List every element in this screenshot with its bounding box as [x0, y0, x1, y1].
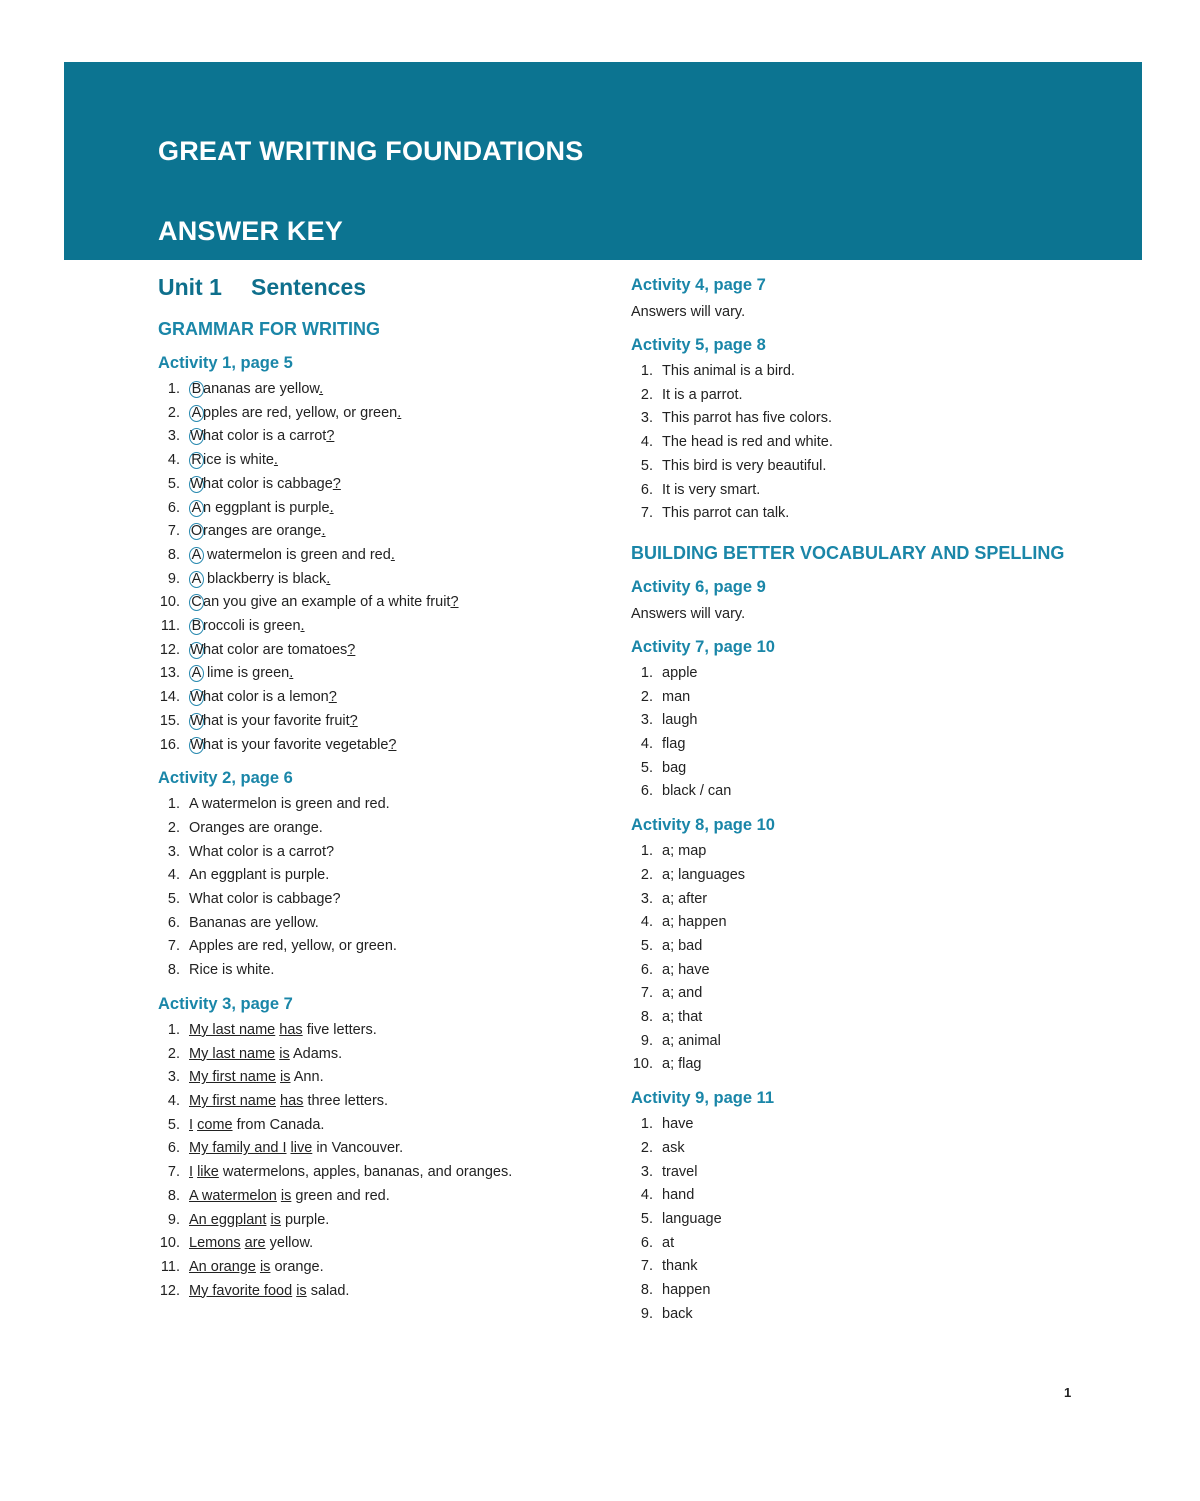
item-text: a; after: [662, 890, 708, 907]
item-text: a; languages: [662, 866, 746, 883]
item-text: roccoli is green: [203, 618, 301, 635]
list-item: [158, 473, 588, 497]
right-column: [631, 272, 1091, 1335]
item-text: a; flag: [662, 1056, 702, 1073]
underlined-punctuation: .: [326, 570, 331, 587]
item-number: 10.: [159, 594, 180, 611]
list-item: [158, 1137, 588, 1161]
underlined-punctuation: .: [289, 665, 294, 682]
list-item: [631, 1053, 1091, 1077]
item-text: a; have: [662, 961, 710, 978]
item-number: 2.: [167, 404, 180, 421]
item-text: salad.: [310, 1282, 350, 1299]
item-number: 7.: [640, 1258, 653, 1275]
list-item: [631, 1279, 1091, 1303]
item-text: hat is your favorite fruit: [203, 712, 350, 729]
circled-capital: W: [190, 641, 204, 658]
activity-8-list: [631, 840, 1091, 1077]
item-number: 3.: [640, 712, 653, 729]
list-item: [158, 544, 588, 568]
item-text: green and red.: [295, 1187, 390, 1204]
item-text: three letters.: [307, 1092, 389, 1109]
item-number: 5.: [640, 1210, 653, 1227]
underlined-punctuation: ?: [332, 475, 341, 492]
item-text: bag: [662, 759, 687, 776]
item-number: 10.: [159, 1235, 180, 1252]
item-number: 7.: [167, 523, 180, 540]
subject-underlined: My first name: [189, 1092, 277, 1109]
item-text: hat color are tomatoes: [203, 641, 348, 658]
item-number: 2.: [167, 819, 180, 836]
item-number: 3.: [167, 1069, 180, 1086]
activity-5-heading: Activity 5, page 8: [631, 336, 766, 354]
item-number: 1.: [640, 843, 653, 860]
item-text: travel: [662, 1163, 698, 1180]
underlined-punctuation: .: [329, 499, 334, 516]
underlined-punctuation: .: [321, 523, 326, 540]
item-number: 5.: [167, 475, 180, 492]
item-text: ranges are orange: [203, 523, 322, 540]
item-text: pples are red, yellow, or green: [203, 404, 398, 421]
item-number: 2.: [640, 866, 653, 883]
underlined-punctuation: .: [300, 618, 305, 635]
item-number: 8.: [167, 546, 180, 563]
activity-1-heading: Activity 1, page 5: [158, 354, 293, 372]
item-text: This parrot has five colors.: [662, 410, 833, 427]
list-item: [158, 912, 588, 936]
item-text: a; animal: [662, 1032, 721, 1049]
activity-3-heading: Activity 3, page 7: [158, 994, 293, 1013]
verb-underlined: like: [197, 1164, 219, 1181]
list-item: [631, 935, 1091, 959]
subject-underlined: My first name: [189, 1069, 277, 1086]
list-item: [158, 497, 588, 521]
list-item: [631, 733, 1091, 757]
list-item: [158, 888, 588, 912]
item-text: hand: [662, 1187, 695, 1204]
underlined-punctuation: ?: [388, 736, 397, 753]
item-text: five letters.: [306, 1021, 377, 1038]
verb-underlined: live: [290, 1140, 313, 1157]
list-item: [158, 1043, 588, 1067]
item-number: 5.: [640, 937, 653, 954]
list-item: [158, 959, 588, 983]
item-text: laugh: [662, 712, 698, 729]
list-item: [631, 502, 1091, 526]
item-number: 4.: [167, 867, 180, 884]
item-number: 15.: [159, 712, 180, 729]
list-item: [631, 1137, 1091, 1161]
item-text: It is a parrot.: [662, 386, 743, 403]
underlined-punctuation: .: [273, 452, 278, 469]
verb-underlined: is: [280, 1069, 291, 1086]
list-item: [631, 1006, 1091, 1030]
page-number: 1: [1064, 1385, 1072, 1400]
item-number: 1.: [640, 363, 653, 379]
circled-capital: A: [189, 571, 204, 588]
item-number: 4.: [167, 1092, 180, 1109]
item-text: a; that: [662, 1009, 703, 1026]
item-number: 6.: [167, 914, 180, 931]
activity-8-heading: Activity 8, page 10: [631, 816, 775, 835]
item-number: 6.: [640, 783, 653, 800]
item-text: orange.: [274, 1258, 324, 1275]
list-item: [631, 1184, 1091, 1208]
item-text: hat is your favorite vegetable: [203, 736, 389, 753]
list-item: [631, 864, 1091, 888]
item-number: 3.: [640, 410, 653, 427]
list-item: [158, 1114, 588, 1138]
list-item: [631, 384, 1091, 408]
item-text: language: [662, 1210, 722, 1227]
item-text: in Vancouver.: [316, 1140, 404, 1157]
document-subtitle: ANSWER KEY: [158, 216, 344, 246]
activity-4-heading: Activity 4, page 7: [631, 276, 766, 294]
subject-underlined: A watermelon: [189, 1187, 277, 1204]
item-number: 7.: [640, 985, 653, 1002]
item-text: What color is a carrot?: [189, 843, 335, 860]
list-item: [631, 1208, 1091, 1232]
item-text: Adams.: [292, 1045, 343, 1062]
item-text: This animal is a bird.: [662, 363, 795, 379]
subject-underlined: An orange: [189, 1258, 256, 1275]
subject-underlined: My last name: [189, 1021, 276, 1038]
list-item: [158, 1280, 588, 1304]
underlined-punctuation: ?: [349, 712, 358, 729]
verb-underlined: is: [279, 1045, 290, 1062]
item-number: 8.: [167, 962, 180, 979]
item-number: 3.: [167, 843, 180, 860]
subject-underlined: My favorite food: [189, 1282, 293, 1299]
list-item: [158, 591, 588, 615]
unit-heading: [158, 270, 588, 316]
circled-capital: A: [189, 405, 204, 422]
verb-underlined: has: [279, 1021, 303, 1038]
item-text: flag: [662, 736, 686, 753]
circled-capital: W: [190, 712, 204, 729]
section-heading-grammar: GRAMMAR FOR WRITING: [158, 319, 380, 339]
item-number: 4.: [640, 914, 653, 931]
verb-underlined: has: [280, 1092, 304, 1109]
verb-underlined: is: [259, 1258, 271, 1275]
item-number: 3.: [640, 890, 653, 907]
left-column: [158, 270, 588, 1311]
subject-underlined: I: [189, 1116, 194, 1133]
item-text: thank: [662, 1258, 698, 1275]
item-number: 4.: [640, 434, 653, 451]
list-item: [158, 1161, 588, 1185]
underlined-punctuation: ?: [326, 428, 335, 445]
item-number: 1.: [640, 1116, 653, 1133]
item-number: 13.: [159, 665, 180, 682]
circled-capital: B: [189, 618, 204, 635]
item-number: 1.: [167, 796, 180, 813]
item-number: 2.: [640, 386, 653, 403]
activity-6-note: Answers will vary.: [631, 605, 746, 622]
list-item: [631, 1303, 1091, 1327]
circled-capital: W: [190, 475, 204, 492]
item-text: A watermelon is green and red.: [189, 796, 390, 813]
item-text: Apples are red, yellow, or green.: [189, 938, 397, 955]
list-item: [631, 360, 1091, 384]
item-number: 9.: [167, 570, 180, 587]
list-item: [631, 1161, 1091, 1185]
item-text: This parrot can talk.: [662, 505, 790, 522]
circled-capital: C: [189, 594, 204, 611]
list-item: [158, 520, 588, 544]
circled-capital: W: [190, 689, 204, 706]
item-number: 6.: [640, 1234, 653, 1251]
activity-1-list: [158, 378, 588, 757]
item-text: watermelon is green and red: [203, 546, 391, 563]
underlined-punctuation: .: [390, 546, 395, 563]
item-number: 4.: [640, 736, 653, 753]
activity-2-heading: Activity 2, page 6: [158, 769, 293, 788]
list-item: [158, 864, 588, 888]
section-heading-vocab: BUILDING BETTER VOCABULARY AND SPELLING: [631, 542, 1065, 563]
item-number: 7.: [167, 1164, 180, 1181]
item-number: 4.: [640, 1187, 653, 1204]
activity-7-list: [631, 662, 1091, 804]
list-item: [631, 840, 1091, 864]
list-item: [158, 1090, 588, 1114]
item-text: Ann.: [293, 1069, 324, 1086]
list-item: [631, 407, 1091, 431]
item-number: 12.: [159, 641, 180, 658]
list-item: [631, 1255, 1091, 1279]
item-number: 3.: [167, 428, 180, 445]
list-item: [158, 568, 588, 592]
item-text: an you give an example of a white fruit: [203, 594, 451, 611]
list-item: [158, 1232, 588, 1256]
list-item: [158, 402, 588, 426]
item-text: hat color is a lemon: [203, 689, 329, 706]
item-number: 2.: [640, 1139, 653, 1156]
list-item: [631, 686, 1091, 710]
item-text: happen: [662, 1282, 711, 1299]
item-number: 2.: [167, 1045, 180, 1062]
item-text: a; map: [662, 843, 707, 860]
subject-underlined: Lemons: [189, 1235, 241, 1252]
circled-capital: A: [189, 665, 204, 682]
item-number: 9.: [640, 1305, 653, 1322]
list-item: [158, 449, 588, 473]
item-number: 5.: [167, 1116, 180, 1133]
item-text: Bananas are yellow.: [189, 914, 319, 931]
unit-number: Unit 1: [158, 274, 222, 300]
item-text: yellow.: [269, 1235, 314, 1252]
list-item: [631, 709, 1091, 733]
activity-7-heading: Activity 7, page 10: [631, 637, 775, 656]
item-number: 9.: [640, 1032, 653, 1049]
activity-6-heading: Activity 6, page 9: [631, 577, 766, 596]
underlined-punctuation: .: [319, 381, 324, 397]
list-item: [158, 1209, 588, 1233]
list-item: [158, 1019, 588, 1043]
item-text: black / can: [662, 783, 732, 800]
item-text: n eggplant is purple: [203, 499, 330, 516]
activity-3-list: [158, 1019, 588, 1303]
list-item: [158, 935, 588, 959]
item-number: 5.: [640, 457, 653, 474]
list-item: [631, 911, 1091, 935]
list-item: [631, 662, 1091, 686]
item-text: watermelons, apples, bananas, and oranges.: [222, 1164, 513, 1181]
item-text: ask: [662, 1139, 685, 1156]
subject-underlined: My last name: [189, 1045, 276, 1062]
list-item: [631, 479, 1091, 503]
list-item: [158, 817, 588, 841]
header-banner: [64, 62, 1142, 260]
item-text: a; happen: [662, 914, 727, 931]
item-number: 1.: [167, 1021, 180, 1038]
list-item: [158, 615, 588, 639]
item-text: a; and: [662, 985, 703, 1002]
list-item: [631, 455, 1091, 479]
list-item: [158, 1066, 588, 1090]
circled-capital: R: [189, 452, 204, 469]
circled-capital: W: [190, 428, 204, 445]
item-number: 8.: [640, 1282, 653, 1299]
list-item: [631, 959, 1091, 983]
item-text: ananas are yellow: [203, 381, 320, 397]
list-item: [158, 378, 588, 402]
item-number: 11.: [160, 1258, 180, 1275]
list-item: [631, 1113, 1091, 1137]
item-text: Oranges are orange.: [189, 819, 323, 836]
item-number: 7.: [640, 505, 653, 522]
item-number: 14.: [159, 689, 180, 706]
list-item: [631, 431, 1091, 455]
item-number: 11.: [160, 618, 180, 635]
item-text: at: [662, 1234, 675, 1251]
circled-capital: A: [189, 500, 204, 517]
item-text: a; bad: [662, 937, 703, 954]
activity-5-list: [631, 360, 1091, 526]
list-item: [158, 662, 588, 686]
list-item: [631, 780, 1091, 804]
list-item: [158, 841, 588, 865]
item-text: from Canada.: [236, 1116, 325, 1133]
item-number: 9.: [167, 1211, 180, 1228]
unit-name: Sentences: [251, 274, 367, 300]
circled-capital: A: [189, 547, 204, 564]
item-number: 2.: [640, 688, 653, 705]
verb-underlined: is: [280, 1187, 292, 1204]
underlined-punctuation: ?: [347, 641, 356, 658]
verb-underlined: is: [296, 1282, 307, 1299]
item-text: purple.: [284, 1211, 330, 1228]
list-item: [158, 1185, 588, 1209]
item-text: back: [662, 1305, 693, 1322]
item-number: 6.: [640, 481, 653, 498]
item-number: 12.: [159, 1282, 180, 1299]
item-text: hat color is a carrot: [203, 428, 327, 445]
item-text: ice is white: [203, 452, 274, 469]
item-number: 8.: [167, 1187, 180, 1204]
item-number: 7.: [167, 938, 180, 955]
list-item: [631, 1030, 1091, 1054]
list-item: [631, 1232, 1091, 1256]
subject-underlined: My family and I: [189, 1140, 287, 1157]
item-text: apple: [662, 664, 698, 681]
item-text: This bird is very beautiful.: [662, 457, 827, 474]
verb-underlined: are: [244, 1235, 266, 1252]
circled-capital: B: [189, 381, 204, 398]
item-text: It is very smart.: [662, 481, 761, 498]
list-item: [631, 888, 1091, 912]
item-text: What color is cabbage?: [189, 891, 341, 908]
list-item: [158, 639, 588, 663]
list-item: [158, 793, 588, 817]
underlined-punctuation: .: [397, 404, 402, 421]
list-item: [158, 686, 588, 710]
item-text: have: [662, 1116, 694, 1133]
subject-underlined: I: [189, 1164, 194, 1181]
item-text: Rice is white.: [189, 962, 275, 979]
item-number: 5.: [167, 891, 180, 908]
item-number: 6.: [167, 499, 180, 516]
circled-capital: O: [190, 523, 203, 540]
list-item: [158, 425, 588, 449]
item-text: The head is red and white.: [662, 434, 833, 451]
item-text: lime is green: [203, 665, 290, 682]
item-text: hat color is cabbage: [203, 475, 333, 492]
item-number: 16.: [159, 736, 180, 753]
list-item: [631, 757, 1091, 781]
item-number: 6.: [167, 1140, 180, 1157]
item-text: man: [662, 688, 691, 705]
item-number: 6.: [640, 961, 653, 978]
underlined-punctuation: ?: [328, 689, 337, 706]
list-item: [158, 734, 588, 758]
item-number: 4.: [167, 452, 180, 469]
activity-4-note: Answers will vary.: [631, 304, 746, 320]
list-item: [631, 982, 1091, 1006]
activity-2-list: [158, 793, 588, 983]
subject-underlined: An eggplant: [189, 1211, 267, 1228]
verb-underlined: come: [197, 1116, 233, 1133]
underlined-punctuation: ?: [450, 594, 459, 611]
item-text: blackberry is black: [203, 570, 327, 587]
circled-capital: W: [190, 736, 204, 753]
item-text: An eggplant is purple.: [189, 867, 330, 884]
activity-9-heading: Activity 9, page 11: [631, 1089, 775, 1108]
item-number: 8.: [640, 1009, 653, 1026]
activity-9-list: [631, 1113, 1091, 1326]
list-item: [158, 1256, 588, 1280]
item-number: 5.: [640, 759, 653, 776]
item-number: 3.: [640, 1163, 653, 1180]
item-number: 1.: [167, 381, 180, 397]
list-item: [158, 710, 588, 734]
item-number: 10.: [632, 1056, 653, 1073]
document-title: GREAT WRITING FOUNDATIONS: [158, 136, 584, 166]
item-number: 1.: [640, 664, 653, 681]
verb-underlined: is: [270, 1211, 281, 1228]
